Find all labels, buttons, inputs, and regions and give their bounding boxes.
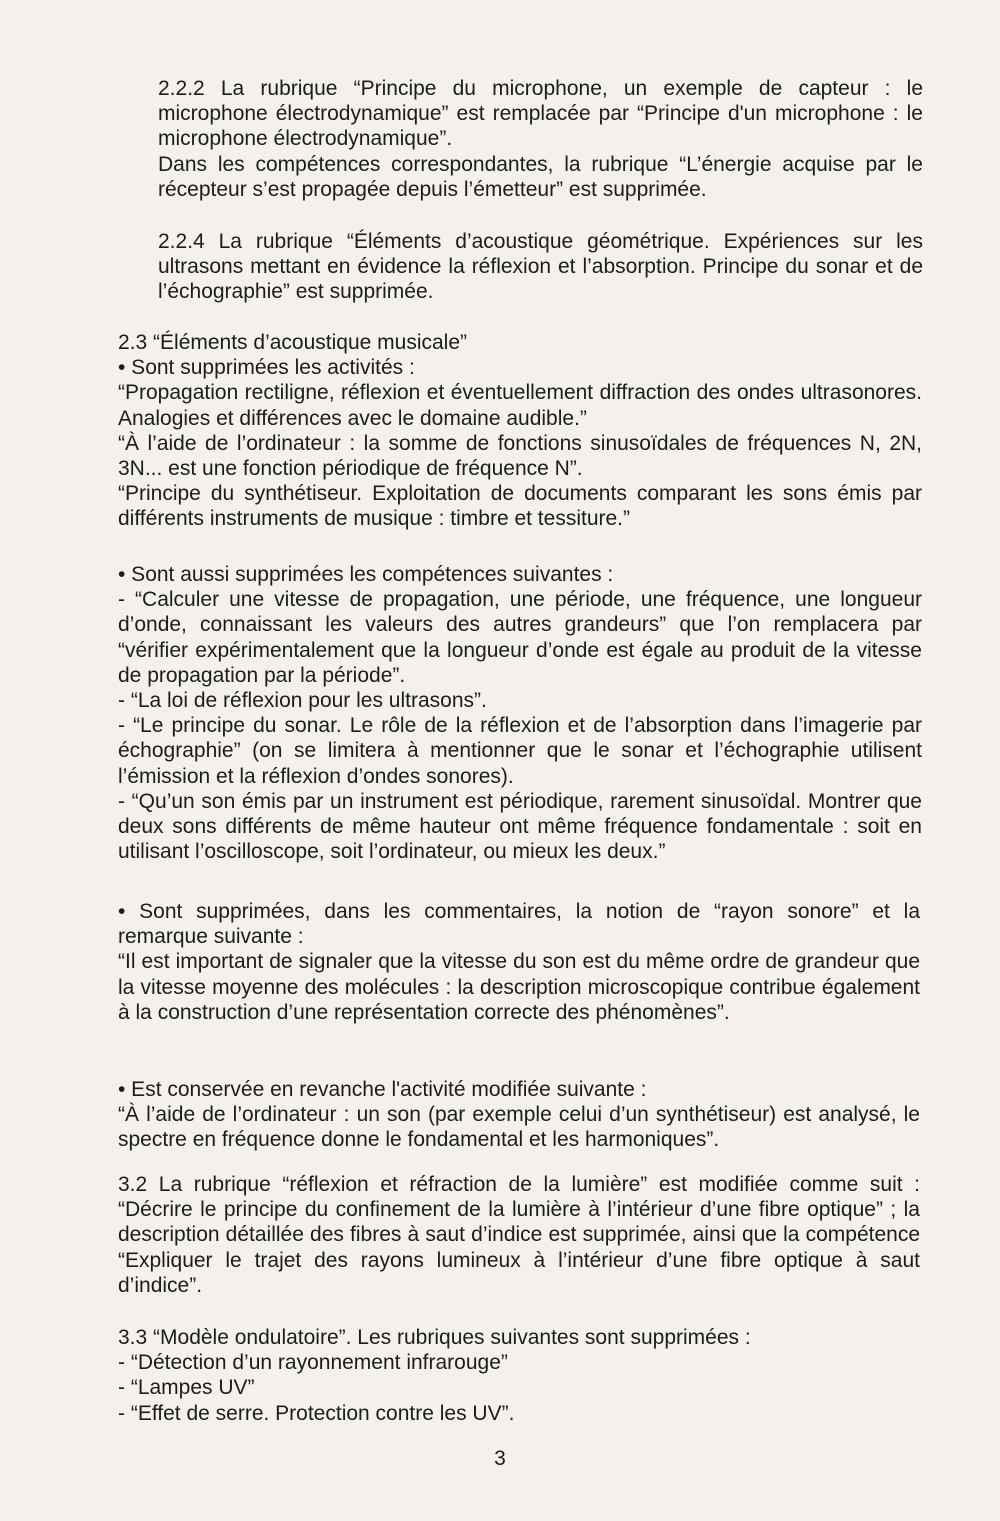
section-heading: 3.3 “Modèle ondulatoire”. Les rubriques suivantes sont supprimées : <box>118 1326 751 1349</box>
paragraph: 2.2.4 La rubrique “Éléments d’acoustique géométrique. Expériences sur les ultrasons mettant en évidence la réflexion et l’absorption. Principe du sonar et de l’échographie” est supprimée. <box>158 230 923 304</box>
section-3-3 <box>118 1325 920 1426</box>
paragraph: Dans les compétences correspondantes, la rubrique “L’énergie acquise par le récepteur s’est propagée depuis l’émetteur” est supprimée. <box>158 152 923 201</box>
conservee-section <box>118 1077 920 1153</box>
section-2-2-2 <box>158 76 923 202</box>
list-item: - “Qu’un son émis par un instrument est périodique, rarement sinusoïdal. Montrer que deux sons différents de même hauteur ont même fréquence fondamentale : soit en utilisant l’oscilloscope, soit l’ordinateur, ou mieux les deux.” <box>118 789 922 864</box>
bullet-item: • Est conservée en revanche l'activité modifiée suivante : <box>118 1078 647 1101</box>
list-item: - “La loi de réflexion pour les ultrasons”. <box>118 689 487 713</box>
paragraph: “Propagation rectiligne, réflexion et éventuellement diffraction des ondes ultrasonores. Analogies et différences avec le domaine audible.” <box>118 381 922 430</box>
list-item: - “Détection d’un rayonnement infrarouge” <box>118 1351 508 1375</box>
list-item: - “Effet de serre. Protection contre les UV”. <box>118 1401 515 1425</box>
section-3-2 <box>118 1172 920 1298</box>
page-number: 3 <box>494 1447 506 1470</box>
paragraph: 2.2.2 La rubrique “Principe du microphone, un exemple de capteur : le microphone électrodynamique” est remplacée par “Principe d'un microphone : le microphone électrodynamique”. <box>158 77 923 151</box>
paragraph: 3.2 La rubrique “réflexion et réfraction de la lumière” est modifiée comme suit : “Décrire le principe du confinement de la lumière à l’intérieur d’une fibre optique” ; la description détaillée des fibres à saut d’indice est supprimée, ainsi que la compétence “Expliquer le trajet des rayons lumineux à l’intérieur d’une fibre optique à saut d’indice”. <box>118 1173 920 1297</box>
quote-paragraph: “Il est important de signaler que la vitesse du son est du même ordre de grandeur que la vitesse moyenne des molécules : la description microscopique contribue également à la construction d’une représentation correcte des phénomènes”. <box>118 950 920 1024</box>
list-item: - “Le principe du sonar. Le rôle de la réflexion et de l’absorption dans l’imagerie par échographie” (on se limitera à mentionner que le sonar et l’échographie utilisent l’émission et la réflexion d’ondes sonores). <box>118 714 922 788</box>
paragraph: “À l’aide de l’ordinateur : la somme de fonctions sinusoïdales de fréquences N, 2N, 3N... est une fonction périodique de fréquence N”. <box>118 431 922 481</box>
competences-list <box>118 562 922 864</box>
paragraph: “Principe du synthétiseur. Exploitation de documents comparant les sons émis par différents instruments de musique : timbre et tessiture.” <box>118 482 922 531</box>
bullet-item: • Sont supprimées les activités : <box>118 356 415 380</box>
bullet-item: • Sont aussi supprimées les compétences suivantes : <box>118 563 614 586</box>
section-2-3 <box>118 330 922 532</box>
section-2-2-4 <box>158 229 923 305</box>
list-item: - “Calculer une vitesse de propagation, une période, une fréquence, une longueur d’onde, connaissant les valeurs des autres grandeurs” que l’on remplacera par “vérifier expérimentalement que la longueur d’onde est égale au produit de la vitesse de propagation par la période”. <box>118 588 922 687</box>
bullet-item: • Sont supprimées, dans les commentaires, la notion de “rayon sonore” et la remarque suivante : <box>118 900 920 949</box>
list-item: - “Lampes UV” <box>118 1376 255 1400</box>
commentaires-section <box>118 899 920 1025</box>
section-heading: 2.3 “Éléments d’acoustique musicale” <box>118 331 468 354</box>
quote-paragraph: “À l’aide de l’ordinateur : un son (par exemple celui d’un synthétiseur) est analysé, le spectre en fréquence donne le fondamental et les harmoniques”. <box>118 1103 920 1152</box>
